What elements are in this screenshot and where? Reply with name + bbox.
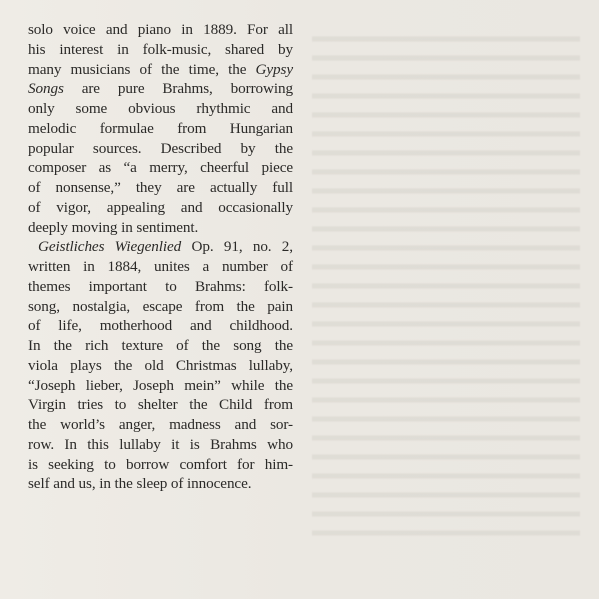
title-gypsy: Gypsy (255, 60, 293, 78)
text-run: are pure Brahms, borrowing (63, 80, 293, 98)
text-line: Virgin tries to shelter the Child from (28, 396, 293, 414)
text-line: viola plays the old Christmas lullaby, (28, 356, 293, 374)
text-line: of nonsense,” they are actually full (28, 179, 293, 196)
paragraph-geistliches-wiegenlied (28, 237, 293, 494)
text-line: themes important to Brahms: folk- (28, 277, 293, 295)
text-line: of life, motherhood and childhood. (28, 317, 293, 335)
text-line: composer as “a merry, cheerful piece (28, 159, 293, 177)
text-line: In the rich texture of the song the (28, 337, 293, 354)
text-column (28, 20, 293, 494)
text-line: “Joseph lieber, Joseph mein” while the (28, 376, 293, 394)
text-run: Op. 91, no. 2, (181, 238, 294, 256)
text-line: is seeking to borrow comfort for him- (28, 455, 293, 473)
text-run: many musicians of the time, the (28, 60, 256, 78)
text-line: written in 1884, unites a number of (28, 258, 293, 275)
text-line: popular sources. Described by the (28, 139, 293, 157)
text-line: song, nostalgia, escape from the pain (28, 297, 293, 315)
paragraph-gypsy-songs (28, 20, 293, 237)
text-line: only some obvious rhythmic and (28, 100, 293, 117)
text-line: melodic formulae from Hungarian (28, 119, 293, 137)
show-through-text (312, 28, 580, 548)
text-line: the world’s anger, madness and sor- (28, 416, 293, 433)
text-line: solo voice and piano in 1889. For all (28, 21, 293, 38)
title-songs: Songs (28, 80, 64, 98)
text-line: his interest in folk-music, shared by (28, 40, 293, 58)
text-line: of vigor, appealing and occasionally (28, 198, 293, 216)
text-line (28, 60, 293, 80)
text-line (28, 237, 293, 257)
text-line: row. In this lullaby it is Brahms who (28, 435, 293, 453)
text-line: self and us, in the sleep of innocence. (28, 475, 252, 493)
title-geistliches-wiegenlied: Geistliches Wiegenlied (38, 238, 182, 256)
text-line: deeply moving in sentiment. (28, 218, 199, 236)
text-line (28, 79, 293, 99)
